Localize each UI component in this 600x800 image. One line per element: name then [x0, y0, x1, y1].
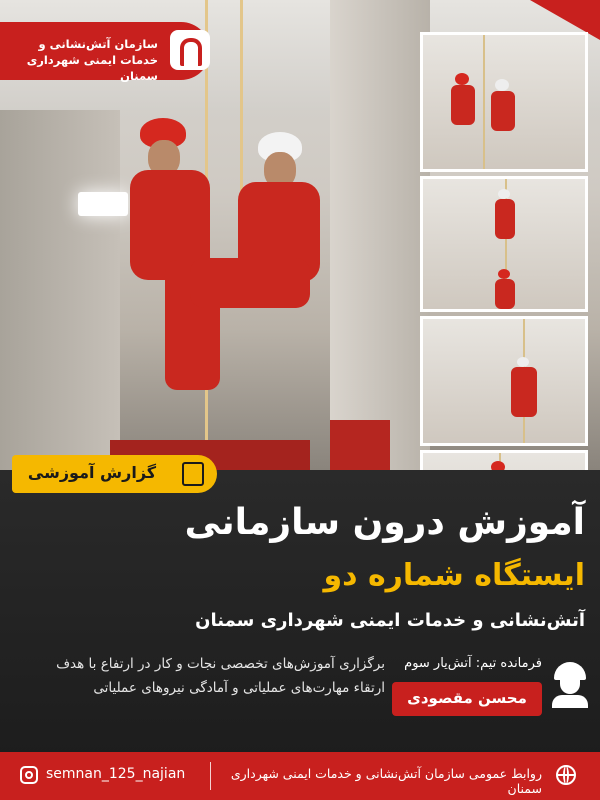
footer-divider	[210, 762, 211, 790]
description-text: برگزاری آموزش‌های تخصصی نجات و کار در ارتفاع با هدف ارتقاء مهارت‌های عملیاتی و آمادگی نیروهای عملیاتی	[56, 656, 385, 696]
commander-name-box	[392, 682, 542, 716]
instagram-handle[interactable]: semnan_125_najian	[46, 766, 186, 782]
footer-department: روابط عمومی سازمان آتش‌نشانی و خدمات ایمنی شهرداری سمنان	[230, 766, 542, 796]
footer-bar	[0, 752, 600, 800]
commander-role: فرمانده تیم: آتش‌یار سوم	[404, 656, 542, 671]
left-wall	[0, 110, 120, 470]
headline-line-1: آموزش درون سازمانی	[184, 502, 585, 543]
report-icon	[182, 462, 204, 486]
red-cabinet	[330, 420, 390, 470]
headline-line-3: آتش‌نشانی و خدمات ایمنی شهرداری سمنان	[195, 610, 585, 631]
org-name: سازمان آتش‌نشانی و خدمات ایمنی شهرداری سمنان	[26, 37, 158, 83]
globe-icon[interactable]	[556, 765, 576, 785]
headline-line-2: ایستگاه شماره دو	[323, 558, 585, 593]
fire-department-logo-icon	[170, 30, 210, 70]
commander-name: محسن مقصودی	[407, 689, 527, 707]
badge-label: گزارش آموزشی	[27, 463, 157, 482]
rope	[240, 0, 243, 200]
right-wall	[330, 0, 430, 470]
training-photo-1	[420, 32, 588, 172]
report-badge	[12, 455, 217, 493]
ceiling-light	[78, 192, 128, 216]
commander-card	[392, 652, 592, 722]
instagram-icon[interactable]	[20, 766, 38, 784]
firefighter-icon	[550, 662, 590, 708]
training-photo-3	[420, 316, 588, 446]
training-photo-2	[420, 176, 588, 312]
